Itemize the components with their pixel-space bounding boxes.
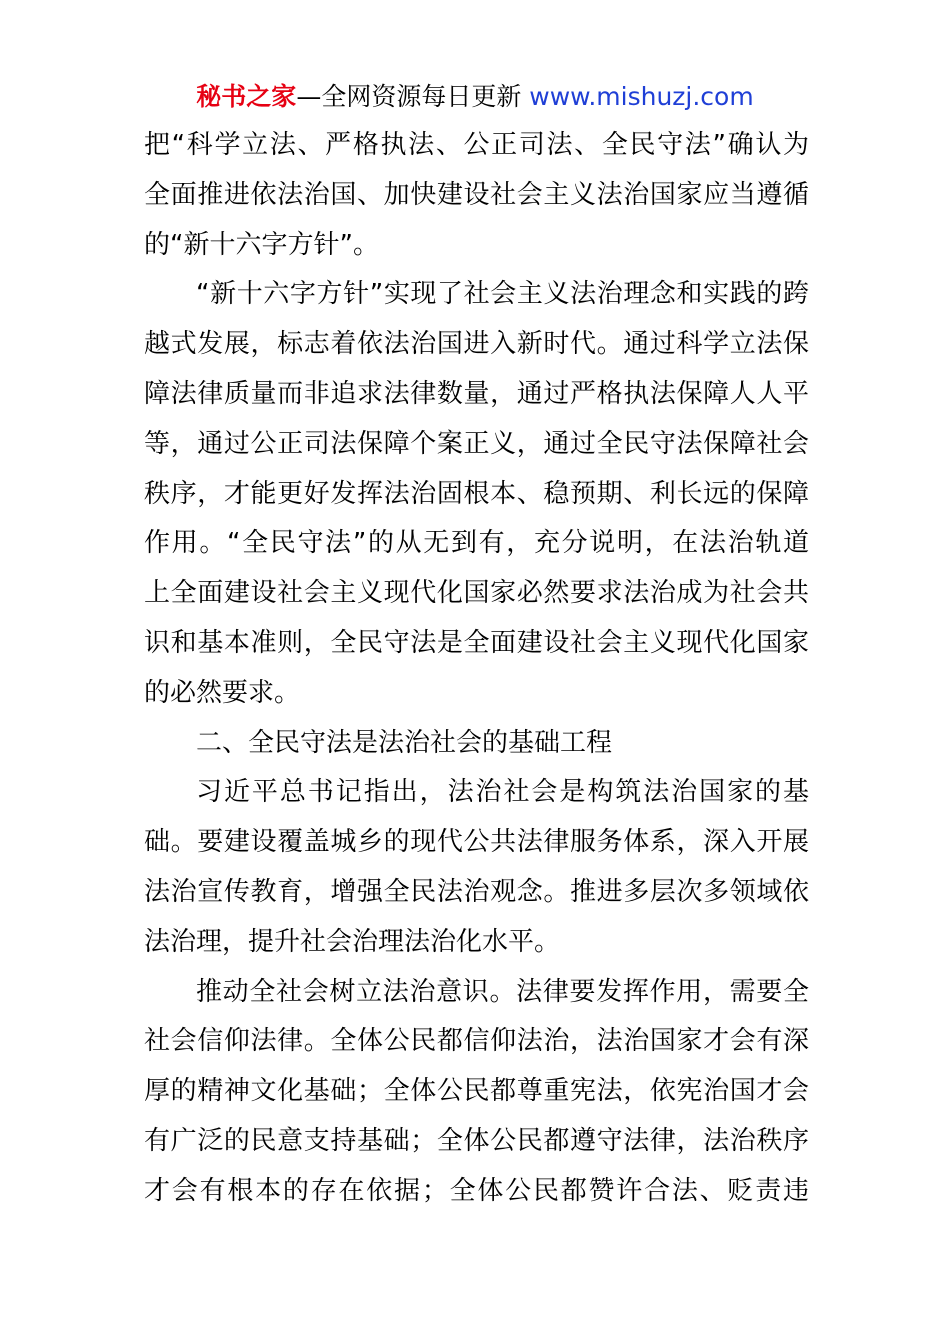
paragraph-first-line: “新十六字方针”实现了社会主义法治理念和实践的跨 bbox=[196, 279, 809, 310]
text-line: 厚的精神文化基础；全体公民都尊重宪法，依宪治国才会 bbox=[144, 1076, 809, 1107]
paragraph-first-line: 习近平总书记指出，法治社会是构筑法治国家的基 bbox=[196, 777, 809, 808]
document-body bbox=[144, 121, 809, 1217]
text-line: 障法律质量而非追求法律数量，通过严格执法保障人人平 bbox=[144, 378, 809, 409]
text-line: 上全面建设社会主义现代化国家必然要求法治成为社会共 bbox=[144, 578, 809, 609]
text-line: 把“科学立法、严格执法、公正司法、全民守法”确认为 bbox=[144, 130, 809, 160]
paragraph-first-line: 推动全社会树立法治意识。法律要发挥作用，需要全 bbox=[196, 976, 809, 1007]
text-line: 的必然要求。 bbox=[144, 677, 301, 708]
text-line: 法治理，提升社会治理法治化水平。 bbox=[144, 926, 561, 957]
text-line: 越式发展，标志着依法治国进入新时代。通过科学立法保 bbox=[144, 329, 809, 360]
site-url-link[interactable]: www.mishuzj.com bbox=[529, 82, 754, 111]
text-line: 识和基本准则，全民守法是全面建设社会主义现代化国家 bbox=[144, 627, 809, 658]
text-line: 有广泛的民意支持基础；全体公民都遵守法律，法治秩序 bbox=[144, 1125, 809, 1156]
section-heading: 二、全民守法是法治社会的基础工程 bbox=[196, 727, 613, 758]
text-line: 秩序，才能更好发挥法治固根本、稳预期、利长远的保障 bbox=[144, 478, 809, 509]
brand-name: 秘书之家 bbox=[196, 82, 297, 111]
text-line: 法治宣传教育，增强全民法治观念。推进多层次多领域依 bbox=[144, 876, 809, 907]
site-header bbox=[0, 80, 950, 114]
text-line: 础。要建设覆盖城乡的现代公共法律服务体系，深入开展 bbox=[144, 827, 809, 858]
text-line: 社会信仰法律。全体公民都信仰法治，法治国家才会有深 bbox=[144, 1026, 809, 1057]
text-line: 等，通过公正司法保障个案正义，通过全民守法保障社会 bbox=[144, 428, 809, 459]
header-tagline: —全网资源每日更新 bbox=[296, 82, 522, 111]
text-line: 全面推进依法治国、加快建设社会主义法治国家应当遵循 bbox=[144, 179, 809, 210]
text-line: 的“新十六字方针”。 bbox=[144, 229, 379, 260]
text-line: 作用。“全民守法”的从无到有，充分说明，在法治轨道 bbox=[144, 528, 809, 559]
text-line: 才会有根本的存在依据；全体公民都赞许合法、贬责违 bbox=[144, 1175, 809, 1206]
